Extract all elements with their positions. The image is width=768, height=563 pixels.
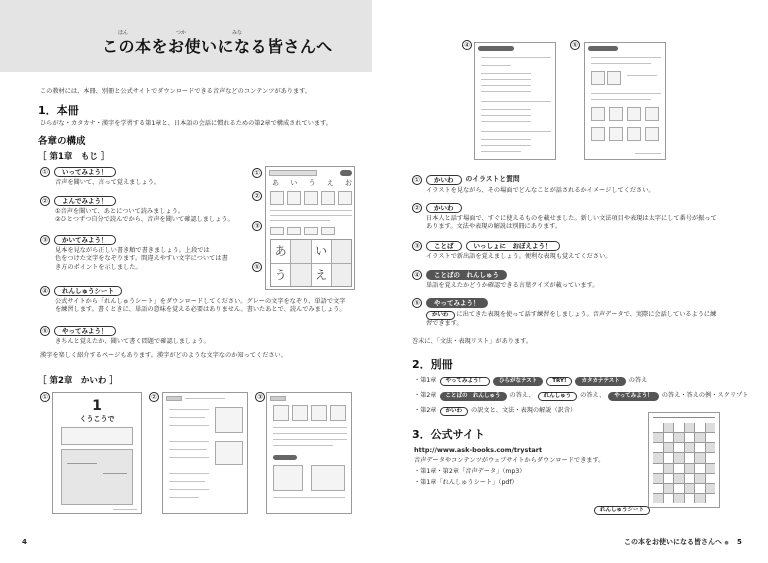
bessatsu-line-1: ・第1章 やってみよう！ ひらがなテスト TRY! カタカナテスト の答え — [414, 377, 648, 385]
item-pill: ことばの れんしゅう — [426, 270, 507, 280]
item-line: 習できます。 — [426, 320, 463, 327]
thumb-number: ⑤ — [252, 262, 262, 272]
item-number: ② — [412, 203, 422, 213]
item-pill: れんしゅうシート — [54, 286, 122, 296]
title-ruby-3: みな — [232, 30, 243, 36]
inline-pill: かいわ — [426, 311, 455, 320]
thumb-lesson-number: 1 — [92, 398, 102, 414]
inline-pill: カタカナテスト — [575, 377, 625, 386]
item-number: ① — [412, 175, 422, 185]
item-line: 公式サイトから「れんしゅうシート」をダウンロードしてください。グレーの文字をなぞり、単語で文字 — [55, 298, 346, 305]
bessatsu-line-3: ・第2章 かいわ の訳文と、文法・表現の解説（訳含） — [414, 407, 577, 415]
page-number-left: 4 — [22, 538, 27, 546]
ch1-item-3 — [40, 235, 260, 272]
renshuu-sheet-label: れんしゅうシート — [594, 506, 650, 515]
official-site-url[interactable]: http://www.ask-books.com/trystart — [414, 446, 543, 454]
item-line: き方のポイントを示しました。 — [55, 263, 142, 271]
item-line: きちんと覚えたか、聞いて書く問題で確認しましょう。 — [55, 338, 210, 345]
ch2-item-1 — [412, 175, 752, 195]
thumb-number: ③ — [252, 221, 262, 231]
item-suffix: のイラストと質問 — [465, 175, 520, 184]
ch1-item-5 — [40, 326, 370, 346]
inline-pill: やってみよう！ — [440, 377, 491, 386]
inline-pill: やってみよう！ — [608, 392, 659, 401]
ch2-item-4 — [412, 270, 752, 290]
item-pill: やってみよう！ — [426, 298, 488, 308]
item-line: 音声を聞いて、言って覚えましょう。 — [55, 179, 161, 186]
item-pill: ことば — [426, 241, 462, 251]
thumb-number: ④ — [462, 40, 472, 50]
thumb-number: ③ — [255, 392, 265, 402]
item-number: ⑤ — [40, 326, 50, 336]
renshuu-sheet-thumbnail — [648, 412, 720, 508]
section-1-desc: ひらがな・カタカナ・漢字を学習する第1章と、日本語の会話に慣れるための第2章で構成されています。 — [40, 120, 332, 127]
ch2-item-3 — [412, 241, 752, 261]
kana-writing-grid: あ い う え — [270, 239, 352, 287]
site-item: ・第1章「れんしゅうシート」（pdf） — [414, 479, 518, 486]
item-number: ③ — [412, 241, 422, 251]
item-line: ②ひとつずつ自分で読んでから、音声を聞いて確認しましょう。 — [55, 216, 234, 224]
appendix-note: 巻末に、「文法・表現リスト」があります。 — [412, 338, 533, 345]
item-pill: いっしょに おぼえよう！ — [466, 241, 560, 251]
item-line: イラストを見ながら、その場面でどんなことが話されるかイメージしてください。 — [426, 187, 655, 194]
item-line: あります。文法や表現の解説は別冊にあります。 — [426, 223, 562, 231]
item-pill: かいわ — [426, 175, 462, 185]
title-ruby-2: つか — [176, 30, 187, 36]
inline-pill: かいわ — [440, 407, 469, 416]
item-number: ③ — [40, 235, 50, 245]
page-number-right: 5 — [737, 538, 742, 546]
thumb-number: ② — [149, 392, 159, 402]
item-pill: よんでみよう！ — [54, 196, 116, 206]
thumb-number: ⑤ — [570, 40, 580, 50]
page-title: この本をお使いになる皆さんへ — [102, 37, 333, 56]
inline-pill: TRY! — [546, 377, 572, 386]
item-line: 単語を覚えたかどうか確認できる言葉クイズが載っています。 — [426, 282, 599, 289]
ch1-item-4 — [40, 286, 370, 315]
item-line: 色をつけた文字をなぞります。間違えやすい文字については書 — [55, 255, 228, 263]
item-line: に出てきた表現を使って話す練習をしましょう。音声データで、実際に会話しているように練 — [456, 311, 717, 319]
yattemiyou-page-thumbnail — [584, 42, 666, 160]
item-line: を練習します。書くときに、単語の意味を覚える必要はありません。書いたあとで、読んでみましょう。 — [55, 306, 346, 314]
item-number: ④ — [40, 286, 50, 296]
item-pill: いってみよう！ — [54, 167, 116, 177]
ch1-item-1 — [40, 167, 250, 187]
chapter-2-page-thumbnail-2 — [162, 392, 248, 514]
kana-row: あ い う え お — [272, 179, 352, 187]
thumb-number: ② — [252, 191, 262, 201]
item-line: イラストで新出語を覚えましょう。便利な表現も覚えてください。 — [426, 253, 612, 260]
ch2-item-5 — [412, 298, 752, 328]
chapter-2-page-thumbnail-1 — [52, 392, 142, 514]
ch1-item-2 — [40, 196, 260, 225]
ch2-item-2 — [412, 203, 752, 232]
section-3-heading: 3．公式サイト — [412, 428, 485, 441]
item-number: ① — [40, 167, 50, 177]
thumb-number: ① — [40, 392, 50, 402]
chapter-1-page-thumbnail — [265, 166, 355, 290]
inline-pill: ことばの れんしゅう — [440, 392, 507, 401]
title-ruby-1: ほん — [118, 30, 129, 36]
item-line: 日本人と話す場面で、すぐに使えるものを載せました。新しい文法項目や表現は太字にして番号が振って — [426, 215, 717, 222]
intro-text: この教材には、本冊、別冊と公式サイトでダウンロードできる音声などのコンテンツがあります。 — [40, 88, 312, 95]
item-line: 見本を見ながら正しい書き順で書きましょう。上段では — [55, 247, 210, 254]
inline-pill: ひらがなテスト — [493, 377, 543, 386]
ch1-footer-note: 漢字を楽しく紹介するページもあります。漢字がどのような文字なのか知ってください。 — [40, 352, 287, 359]
inline-pill: れんしゅう — [538, 392, 578, 401]
site-item: ・第1章・第2章「音声データ」（mp3） — [414, 468, 526, 475]
thumb-number: ① — [252, 168, 262, 178]
footer-running-title: この本をお使いになる皆さんへ ● — [624, 538, 729, 546]
item-number: ⑤ — [412, 298, 422, 308]
thumb-lesson-title: くうこうで — [79, 415, 115, 423]
chapter-1-label: ［ 第1章 もじ ］ — [38, 152, 110, 162]
item-line: ①音声を聞いて、あとについて読みましょう。 — [55, 208, 185, 215]
chapter-2-page-thumbnail-3 — [266, 392, 352, 514]
section-1-heading: 1．本冊 — [38, 104, 79, 117]
bessatsu-line-2: ・第2章 ことばの れんしゅう の答え、 れんしゅう の答え、 やってみよう！ の答え・答えの例・スクリプト — [414, 392, 749, 400]
chapter-2-label: ［ 第2章 かいわ ］ — [38, 376, 118, 386]
item-number: ④ — [412, 270, 422, 280]
site-desc: 音声データやコンテンツがウェブサイトからダウンロードできます。 — [414, 457, 605, 464]
item-pill: かいてみよう！ — [54, 235, 116, 245]
item-pill: やってみよう！ — [54, 326, 116, 336]
item-number: ② — [40, 196, 50, 206]
section-2-heading: 2．別冊 — [412, 358, 453, 371]
structure-heading: 各章の構成 — [38, 136, 86, 147]
kotoba-renshuu-page-thumbnail — [474, 42, 556, 160]
item-pill: かいわ — [426, 203, 462, 213]
